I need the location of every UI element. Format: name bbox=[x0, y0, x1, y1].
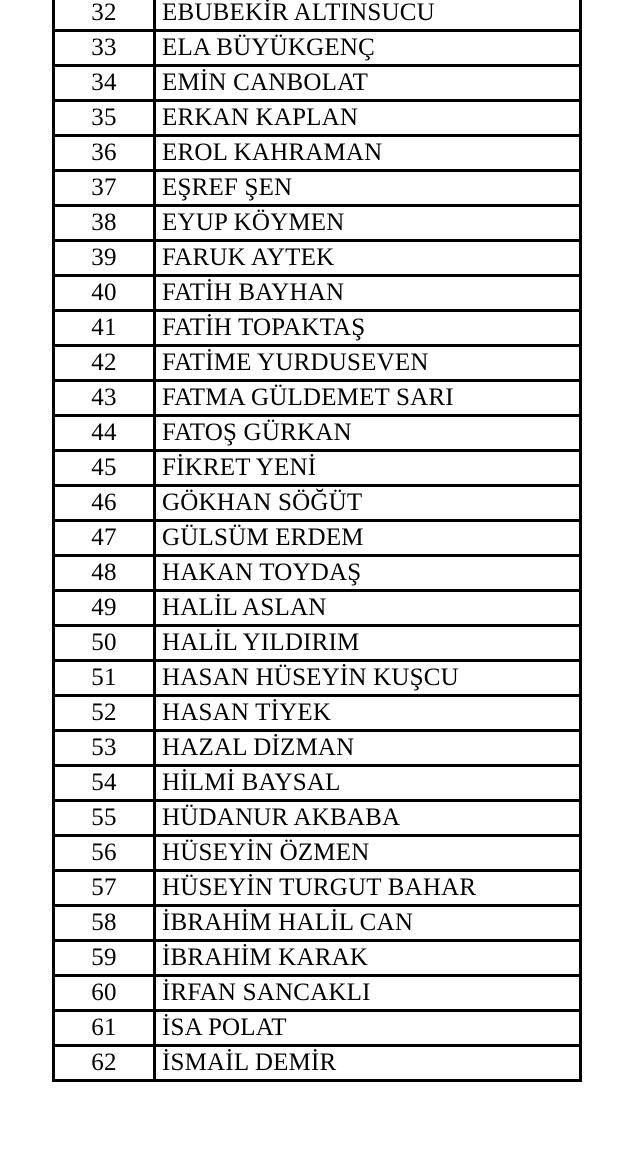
row-number-cell: 50 bbox=[54, 626, 155, 661]
document-page bbox=[52, 0, 582, 1082]
table-row bbox=[54, 1046, 581, 1081]
table-row bbox=[54, 241, 581, 276]
row-number-cell: 61 bbox=[54, 1011, 155, 1046]
row-number-cell: 42 bbox=[54, 346, 155, 381]
row-number-cell: 52 bbox=[54, 696, 155, 731]
row-number-cell: 43 bbox=[54, 381, 155, 416]
table-row bbox=[54, 66, 581, 101]
row-number-cell: 37 bbox=[54, 171, 155, 206]
person-name-cell: FATİH BAYHAN bbox=[155, 276, 581, 311]
table-row bbox=[54, 1011, 581, 1046]
person-name-cell: FARUK AYTEK bbox=[155, 241, 581, 276]
row-number-cell: 47 bbox=[54, 521, 155, 556]
row-number-cell: 39 bbox=[54, 241, 155, 276]
person-name-cell: GÜLSÜM ERDEM bbox=[155, 521, 581, 556]
row-number-cell: 53 bbox=[54, 731, 155, 766]
row-number-cell: 32 bbox=[54, 0, 155, 31]
row-number-cell: 36 bbox=[54, 136, 155, 171]
person-name-cell: HALİL YILDIRIM bbox=[155, 626, 581, 661]
row-number-cell: 58 bbox=[54, 906, 155, 941]
person-name-cell: FATMA GÜLDEMET SARI bbox=[155, 381, 581, 416]
person-name-cell: İBRAHİM KARAK bbox=[155, 941, 581, 976]
person-name-cell: HÜDANUR AKBABA bbox=[155, 801, 581, 836]
row-number-cell: 51 bbox=[54, 661, 155, 696]
person-name-cell: İSMAİL DEMİR bbox=[155, 1046, 581, 1081]
row-number-cell: 56 bbox=[54, 836, 155, 871]
table-row bbox=[54, 0, 581, 31]
row-number-cell: 57 bbox=[54, 871, 155, 906]
table-row bbox=[54, 871, 581, 906]
names-table-body bbox=[54, 0, 581, 1081]
person-name-cell: ELA BÜYÜKGENÇ bbox=[155, 31, 581, 66]
row-number-cell: 54 bbox=[54, 766, 155, 801]
table-row bbox=[54, 696, 581, 731]
person-name-cell: EYUP KÖYMEN bbox=[155, 206, 581, 241]
person-name-cell: HALİL ASLAN bbox=[155, 591, 581, 626]
row-number-cell: 59 bbox=[54, 941, 155, 976]
table-row bbox=[54, 451, 581, 486]
table-row bbox=[54, 731, 581, 766]
table-row bbox=[54, 906, 581, 941]
names-table bbox=[52, 0, 582, 1082]
table-row bbox=[54, 486, 581, 521]
row-number-cell: 55 bbox=[54, 801, 155, 836]
row-number-cell: 35 bbox=[54, 101, 155, 136]
table-row bbox=[54, 556, 581, 591]
person-name-cell: İRFAN SANCAKLI bbox=[155, 976, 581, 1011]
table-row bbox=[54, 766, 581, 801]
table-row bbox=[54, 836, 581, 871]
row-number-cell: 45 bbox=[54, 451, 155, 486]
table-row bbox=[54, 801, 581, 836]
person-name-cell: İSA POLAT bbox=[155, 1011, 581, 1046]
person-name-cell: HÜSEYİN ÖZMEN bbox=[155, 836, 581, 871]
table-row bbox=[54, 171, 581, 206]
person-name-cell: FATİME YURDUSEVEN bbox=[155, 346, 581, 381]
table-row bbox=[54, 976, 581, 1011]
row-number-cell: 40 bbox=[54, 276, 155, 311]
table-row bbox=[54, 276, 581, 311]
table-row bbox=[54, 626, 581, 661]
person-name-cell: EMİN CANBOLAT bbox=[155, 66, 581, 101]
person-name-cell: FATOŞ GÜRKAN bbox=[155, 416, 581, 451]
table-row bbox=[54, 416, 581, 451]
row-number-cell: 33 bbox=[54, 31, 155, 66]
row-number-cell: 44 bbox=[54, 416, 155, 451]
person-name-cell: İBRAHİM HALİL CAN bbox=[155, 906, 581, 941]
person-name-cell: FATİH TOPAKTAŞ bbox=[155, 311, 581, 346]
row-number-cell: 34 bbox=[54, 66, 155, 101]
table-row bbox=[54, 941, 581, 976]
table-row bbox=[54, 311, 581, 346]
person-name-cell: HÜSEYİN TURGUT BAHAR bbox=[155, 871, 581, 906]
row-number-cell: 38 bbox=[54, 206, 155, 241]
person-name-cell: EROL KAHRAMAN bbox=[155, 136, 581, 171]
table-row bbox=[54, 521, 581, 556]
table-row bbox=[54, 31, 581, 66]
person-name-cell: FİKRET YENİ bbox=[155, 451, 581, 486]
person-name-cell: HAZAL DİZMAN bbox=[155, 731, 581, 766]
person-name-cell: EŞREF ŞEN bbox=[155, 171, 581, 206]
person-name-cell: HAKAN TOYDAŞ bbox=[155, 556, 581, 591]
table-row bbox=[54, 346, 581, 381]
person-name-cell: HASAN HÜSEYİN KUŞCU bbox=[155, 661, 581, 696]
person-name-cell: GÖKHAN SÖĞÜT bbox=[155, 486, 581, 521]
table-row bbox=[54, 591, 581, 626]
row-number-cell: 48 bbox=[54, 556, 155, 591]
table-row bbox=[54, 661, 581, 696]
person-name-cell: EBUBEKİR ALTINSUCU bbox=[155, 0, 581, 31]
row-number-cell: 62 bbox=[54, 1046, 155, 1081]
table-row bbox=[54, 381, 581, 416]
table-row bbox=[54, 136, 581, 171]
table-row bbox=[54, 206, 581, 241]
person-name-cell: ERKAN KAPLAN bbox=[155, 101, 581, 136]
row-number-cell: 46 bbox=[54, 486, 155, 521]
row-number-cell: 41 bbox=[54, 311, 155, 346]
row-number-cell: 49 bbox=[54, 591, 155, 626]
table-row bbox=[54, 101, 581, 136]
person-name-cell: HİLMİ BAYSAL bbox=[155, 766, 581, 801]
person-name-cell: HASAN TİYEK bbox=[155, 696, 581, 731]
row-number-cell: 60 bbox=[54, 976, 155, 1011]
